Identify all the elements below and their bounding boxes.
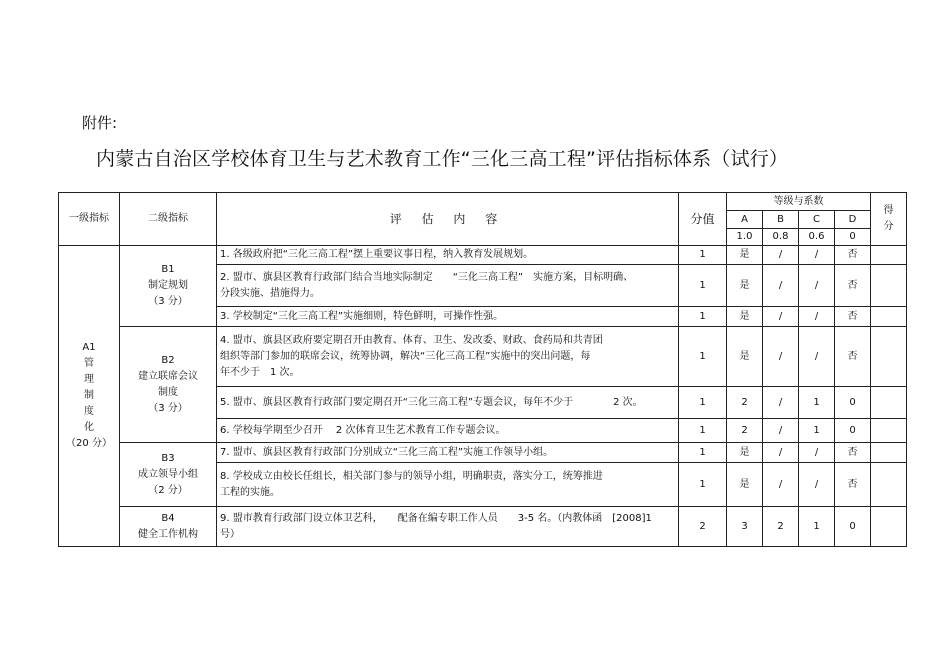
row-content (217, 507, 679, 547)
row-content-line: 工程的实施。 (220, 486, 280, 498)
row-content-line: 8. 学校成立由校长任组长，相关部门参与的领导小组，明确职责，落实分工，统筹推进 (220, 470, 603, 482)
b4-name: 健全工作机构 (138, 528, 198, 540)
row-grade-c: / (799, 265, 835, 307)
row-grade-d: 0 (835, 419, 871, 443)
row-result (871, 327, 907, 387)
row-grade-b: / (763, 463, 799, 507)
row-grade-c: / (799, 443, 835, 463)
row-result (871, 419, 907, 443)
row-content-line: 分段实施、措施得力。 (220, 287, 320, 299)
coeff-c: 0.6 (799, 229, 835, 246)
row-score: 1 (679, 246, 727, 265)
evaluation-table (58, 192, 907, 547)
b3-name: 成立领导小组 (138, 468, 198, 480)
row-grade-d: 否 (835, 443, 871, 463)
row-score: 1 (679, 387, 727, 419)
row-grade-a: 是 (727, 327, 763, 387)
table-row (59, 246, 907, 265)
grade-c: C (799, 211, 835, 229)
header-row (59, 193, 907, 211)
row-grade-b: / (763, 387, 799, 419)
row-grade-a: 是 (727, 307, 763, 327)
document-title: 内蒙古自治区学校体育卫生与艺术教育工作“三化三高工程”评估指标体系（试行） (96, 148, 789, 170)
row-grade-d: 否 (835, 246, 871, 265)
row-result (871, 265, 907, 307)
b3-points: （2 分） (148, 484, 188, 496)
row-score: 1 (679, 307, 727, 327)
row-content: 6. 学校每学期至少召开 2 次体育卫生艺术教育工作专题会议。 (217, 419, 679, 443)
row-grade-d: 否 (835, 327, 871, 387)
row-result (871, 443, 907, 463)
row-score: 1 (679, 265, 727, 307)
row-content-line: 2. 盟市、旗县区教育行政部门结合当地实际制定 “三化三高工程” 实施方案，目标明确、 (220, 271, 634, 283)
row-content (217, 463, 679, 507)
row-content (217, 327, 679, 387)
grade-d: D (835, 211, 871, 229)
b1-points: （3 分） (148, 296, 188, 307)
row-score: 1 (679, 443, 727, 463)
header-result (871, 193, 907, 246)
row-content: 5. 盟市、旗县区教育行政部门要定期召开“三化三高工程”专题会议，每年不少于 2 次。 (217, 387, 679, 419)
grade-a: A (727, 211, 763, 229)
row-grade-b: / (763, 307, 799, 327)
coeff-b: 0.8 (763, 229, 799, 246)
row-score: 2 (679, 507, 727, 547)
row-grade-d: 0 (835, 507, 871, 547)
row-grade-c: 1 (799, 387, 835, 419)
row-grade-d: 否 (835, 265, 871, 307)
row-grade-a: 是 (727, 246, 763, 265)
row-content-line: 组织等部门参加的联席会议，统筹协调，解决“三化三高工程”实施中的突出问题，每 (220, 350, 591, 362)
row-grade-c: / (799, 327, 835, 387)
table-row (59, 507, 907, 547)
coeff-a: 1.0 (727, 229, 763, 246)
row-grade-d: 否 (835, 307, 871, 327)
header-result-line2: 分 (883, 221, 894, 232)
b3-cell (120, 443, 217, 507)
b2-cell (120, 327, 217, 443)
row-grade-b: / (763, 419, 799, 443)
b1-name: 制定规划 (148, 280, 188, 291)
row-grade-c: 1 (799, 507, 835, 547)
a1-code: A1 (82, 342, 96, 353)
b2-name-line1: 建立联席会议 (138, 370, 198, 382)
row-result (871, 507, 907, 547)
table-row (59, 327, 907, 387)
a1-char: 度 (84, 406, 94, 417)
a1-char: 化 (84, 422, 94, 433)
row-result (871, 387, 907, 419)
row-score: 1 (679, 463, 727, 507)
row-grade-d: 0 (835, 387, 871, 419)
a1-char: 管 (84, 358, 94, 369)
b2-code: B2 (161, 354, 175, 366)
b4-cell (120, 507, 217, 547)
row-content-line: 9. 盟市教育行政部门设立体卫艺科， 配备在编专职工作人员 3-5 名。（内教体函 [2008]1 (220, 512, 652, 524)
row-grade-c: / (799, 307, 835, 327)
b4-code: B4 (161, 512, 175, 524)
row-grade-a: 2 (727, 387, 763, 419)
b2-name-line2: 制度 (158, 386, 178, 398)
row-grade-c: 1 (799, 419, 835, 443)
row-grade-c: / (799, 463, 835, 507)
header-content: 评 估 内 容 (217, 193, 679, 246)
table-row (59, 443, 907, 463)
row-grade-a: 是 (727, 463, 763, 507)
row-content-line: 号） (220, 528, 240, 540)
grade-b: B (763, 211, 799, 229)
row-grade-c: / (799, 246, 835, 265)
row-result (871, 307, 907, 327)
row-result (871, 463, 907, 507)
row-content: 7. 盟市、旗县区教育行政部门分别成立“三化三高工程”实施工作领导小组。 (217, 443, 679, 463)
row-score: 1 (679, 419, 727, 443)
header-result-line1: 得 (883, 205, 894, 216)
row-content: 3. 学校制定“三化三高工程”实施细则，特色鲜明，可操作性强。 (217, 307, 679, 327)
row-grade-b: / (763, 327, 799, 387)
a1-cell (59, 246, 120, 547)
header-level1: 一级指标 (59, 193, 120, 246)
row-grade-a: 是 (727, 443, 763, 463)
header-score: 分值 (679, 193, 727, 246)
header-level2: 二级指标 (120, 193, 217, 246)
row-content-line: 年不少于 1 次。 (220, 366, 300, 378)
row-grade-d: 否 (835, 463, 871, 507)
row-content (217, 265, 679, 307)
b1-code: B1 (161, 264, 175, 275)
row-content: 1. 各级政府把“三化三高工程”摆上重要议事日程，纳入教育发展规划。 (217, 246, 679, 265)
a1-points: （20 分） (66, 438, 112, 449)
row-grade-b: / (763, 443, 799, 463)
coeff-d: 0 (835, 229, 871, 246)
row-grade-b: / (763, 265, 799, 307)
a1-char: 制 (84, 390, 94, 401)
b3-code: B3 (161, 452, 175, 464)
header-grade-group: 等级与系数 (727, 193, 871, 211)
row-content-line: 4. 盟市、旗县区政府要定期召开由教育、体育、卫生、发改委、财政、食药局和共青团 (220, 334, 603, 346)
row-score: 1 (679, 327, 727, 387)
row-grade-b: / (763, 246, 799, 265)
row-grade-b: 2 (763, 507, 799, 547)
row-grade-a: 2 (727, 419, 763, 443)
a1-char: 理 (84, 374, 94, 385)
row-grade-a: 3 (727, 507, 763, 547)
row-grade-a: 是 (727, 265, 763, 307)
b1-cell (120, 246, 217, 327)
b2-points: （3 分） (148, 402, 188, 414)
attachment-label: 附件: (82, 114, 118, 132)
row-result (871, 246, 907, 265)
